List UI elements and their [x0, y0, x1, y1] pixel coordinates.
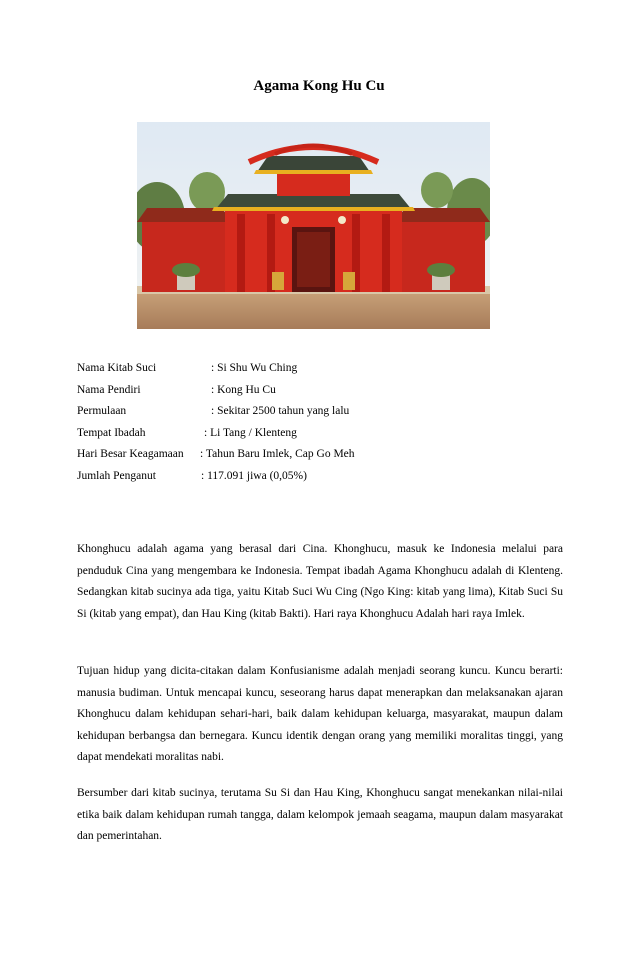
fact-label: Jumlah Penganut — [77, 469, 156, 482]
paragraph: Bersumber dari kitab sucinya, terutama Su Si dan Hau King, Khonghucu sangat menekankan nilai-nilai etika baik dalam kehidupan rumah tangga, dalam kelompok jemaah seagama, maupun dalam masyarakat dan pemerintahan. — [77, 787, 563, 843]
page-title: Agama Kong Hu Cu — [253, 78, 385, 94]
fact-label: Hari Besar Keagamaan — [77, 448, 184, 461]
fact-label: Nama Pendiri — [77, 383, 141, 396]
fact-label: Permulaan — [77, 405, 127, 418]
fact-value: : Li Tang / Klenteng — [204, 426, 297, 439]
temple-photo — [137, 122, 490, 329]
fact-value: : 117.091 jiwa (0,05%) — [201, 469, 307, 482]
fact-label: Tempat Ibadah — [77, 426, 146, 439]
fact-value: : Sekitar 2500 tahun yang lalu — [211, 405, 350, 418]
paragraph: Khonghucu adalah agama yang berasal dari Cina. Khonghucu, masuk ke Indonesia melalui para penduduk Cina yang mengembara ke Indonesia. Tempat ibadah Agama Khonghucu adalah di Klenteng. Sedangkan kitab sucinya ada tiga, yaitu Kitab Suci Wu Cing (Ngo King: kitab yang lima), Kitab Suci Su Si (kitab yang empat), dan Hau King (kitab Bakti). Hari raya Khonghucu Adalah hari raya Imlek. — [77, 543, 563, 620]
fact-value: : Kong Hu Cu — [211, 383, 276, 396]
fact-label: Nama Kitab Suci — [77, 362, 157, 374]
fact-value: : Tahun Baru Imlek, Cap Go Meh — [200, 448, 355, 461]
paragraph: Tujuan hidup yang dicita-citakan dalam Konfusianisme adalah menjadi seorang kuncu. Kuncu berarti: manusia budiman. Untuk mencapai kuncu, seseorang harus dapat menerapkan dan melaksanakan ajaran Khonghucu dalam kehidupan sehari-hari, baik dalam kehidupan keluarga, masyarakat, maupun dalam kehidupan berbangsa dan bernegara. Kuncu identik dengan orang yang memiliki moralitas tinggi, yang dapat mendekati moralitas nabi. — [77, 665, 563, 764]
fact-value: : Si Shu Wu Ching — [211, 362, 298, 374]
